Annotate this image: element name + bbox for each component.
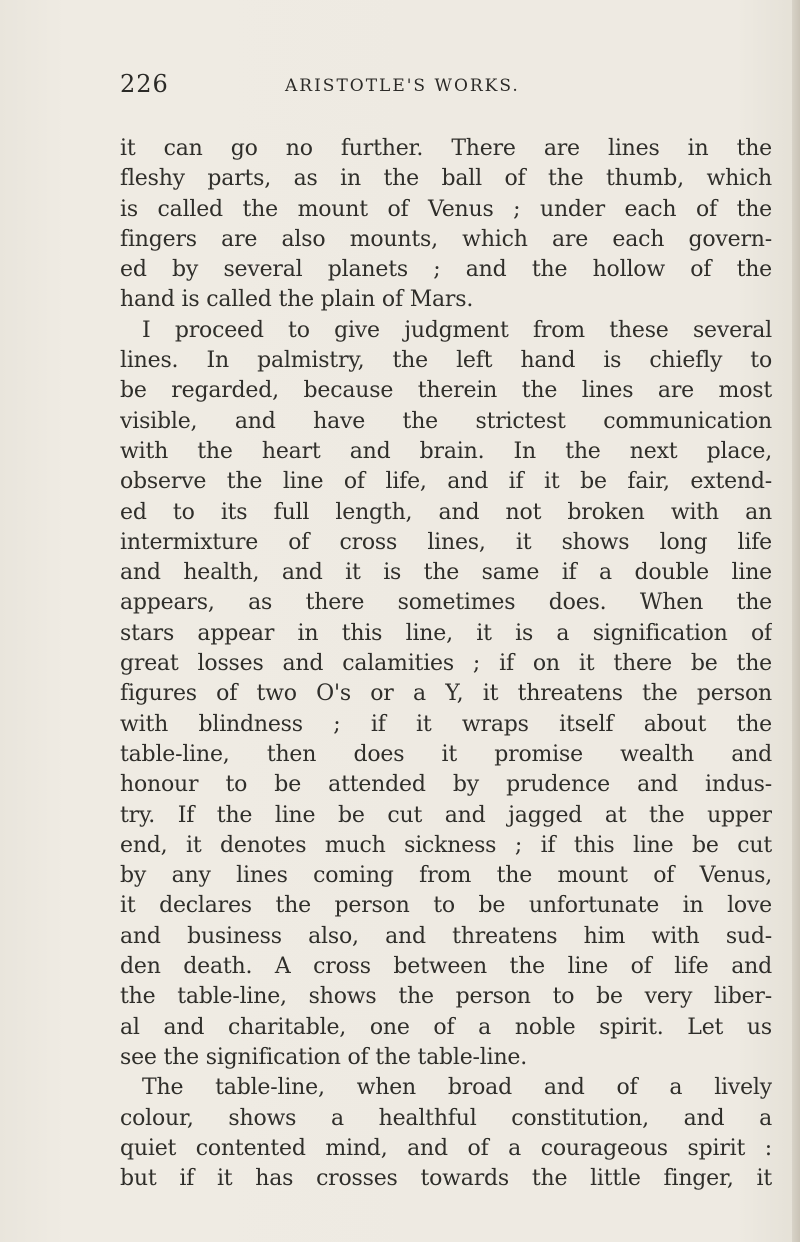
text-line: quiet contented mind, and of a courageous spirit : bbox=[120, 1135, 772, 1161]
paragraph-start-line: The table-line, when broad and of a lively bbox=[142, 1075, 772, 1101]
text-line: end, it denotes much sickness ; if this line be cut bbox=[120, 832, 772, 858]
text-line: den death. A cross between the line of life and bbox=[120, 954, 772, 980]
paragraph-start-line: I proceed to give judgment from these several bbox=[142, 317, 772, 343]
text-line: stars appear in this line, it is a signification of bbox=[120, 620, 772, 646]
text-line: see the signification of the table-line. bbox=[120, 1044, 528, 1070]
text-line: and business also, and threatens him with sud- bbox=[120, 923, 772, 949]
text-line: ed to its full length, and not broken with an bbox=[120, 499, 772, 525]
text-line: hand is called the plain of Mars. bbox=[120, 287, 474, 313]
text-line: visible, and have the strictest communication bbox=[120, 408, 772, 434]
text-line: with the heart and brain. In the next place, bbox=[120, 438, 772, 464]
text-line: the table-line, shows the person to be very liber- bbox=[120, 984, 772, 1010]
page-edge bbox=[792, 0, 800, 1242]
text-line: honour to be attended by prudence and indus- bbox=[120, 772, 772, 798]
text-line: intermixture of cross lines, it shows long life bbox=[120, 529, 772, 555]
text-line: fingers are also mounts, which are each govern- bbox=[120, 226, 772, 252]
text-line: it declares the person to be unfortunate in love bbox=[120, 893, 772, 919]
text-line: appears, as there sometimes does. When the bbox=[120, 590, 772, 616]
text-line: by any lines coming from the mount of Venus, bbox=[120, 863, 772, 889]
text-line: with blindness ; if it wraps itself about the bbox=[120, 711, 772, 737]
text-line: al and charitable, one of a noble spirit. Let us bbox=[120, 1014, 772, 1040]
text-line: is called the mount of Venus ; under each of the bbox=[120, 196, 772, 222]
text-line: observe the line of life, and if it be fair, extend- bbox=[120, 469, 772, 495]
text-line: great losses and calamities ; if on it there be the bbox=[120, 651, 772, 677]
text-line: try. If the line be cut and jagged at the upper bbox=[120, 802, 772, 828]
text-line: but if it has crosses towards the little finger, it bbox=[120, 1166, 772, 1192]
page-number: 226 bbox=[120, 70, 169, 98]
page-header bbox=[120, 70, 780, 100]
text-line: table-line, then does it promise wealth and bbox=[120, 741, 772, 767]
text-line: lines. In palmistry, the left hand is chiefly to bbox=[120, 348, 772, 374]
body-text bbox=[120, 134, 772, 1194]
text-line: and health, and it is the same if a double line bbox=[120, 560, 772, 586]
text-line: be regarded, because therein the lines are most bbox=[120, 378, 772, 404]
running-head: ARISTOTLE'S WORKS. bbox=[285, 76, 520, 96]
text-line: figures of two O's or a Y, it threatens the person bbox=[120, 681, 772, 707]
text-line: it can go no further. There are lines in the bbox=[120, 136, 772, 161]
text-line: fleshy parts, as in the ball of the thumb, which bbox=[120, 166, 772, 192]
text-line: colour, shows a healthful constitution, and a bbox=[120, 1105, 772, 1131]
text-line: ed by several planets ; and the hollow of the bbox=[120, 257, 772, 283]
